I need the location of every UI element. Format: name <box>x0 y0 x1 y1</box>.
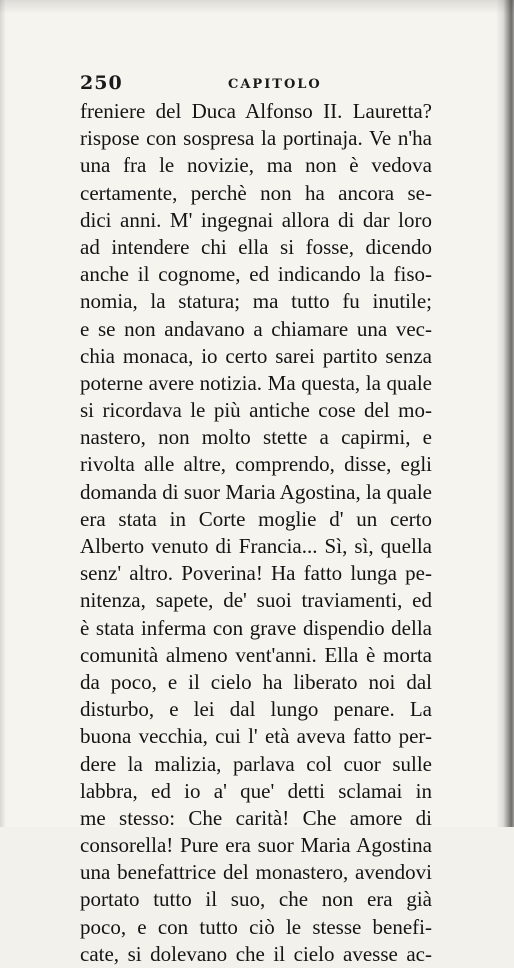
text-line: labbra, ed io a' que' detti sclamai in <box>80 778 432 803</box>
text-line: poterne avere notizia. Ma questa, la quale <box>80 370 432 395</box>
page-left-shadow <box>0 0 6 827</box>
chapter-heading: CAPITOLO <box>228 77 322 92</box>
text-line: era stata in Corte moglie d' un certo <box>80 506 432 531</box>
text-line: poco, e con tutto ciò le stesse benefi- <box>80 914 432 939</box>
text-line: cate, si dolevano che il cielo avesse ac- <box>80 941 432 966</box>
text-line: nomia, la statura; ma tutto fu inutile; <box>80 289 432 314</box>
text-line: una fra le novizie, ma non è vedova <box>80 153 432 178</box>
text-line: rivolta alle altre, comprendo, disse, egli <box>80 452 432 477</box>
page-spine-shadow <box>496 0 514 827</box>
text-line: senz' altro. Poverina! Ha fatto lunga pe- <box>80 561 432 586</box>
text-line: portato tutto il suo, che non era già <box>80 887 432 912</box>
text-line: si ricordava le più antiche cose del mo- <box>80 398 432 423</box>
text-line: comunità almeno vent'anni. Ella è morta <box>80 642 432 667</box>
text-line: dere la malizia, parlava col cuor sulle <box>80 751 432 776</box>
text-line: domanda di suor Maria Agostina, la quale <box>80 479 432 504</box>
text-line: consorella! Pure era suor Maria Agostina <box>80 833 432 858</box>
text-line: buona vecchia, cui l' età aveva fatto per- <box>80 724 432 749</box>
text-line: me stesso: Che carità! Che amore di <box>80 805 432 830</box>
body-text <box>80 98 432 968</box>
page-top-shadow <box>0 0 514 14</box>
text-line: da poco, e il cielo ha liberato noi dal <box>80 669 432 694</box>
text-line: disturbo, e lei dal lungo penare. La <box>80 697 432 722</box>
text-line: una benefattrice del monastero, avendovi <box>80 860 432 885</box>
text-line: freniere del Duca Alfonso II. Lauretta? <box>80 99 432 123</box>
text-line: chia monaca, io certo sarei partito senza <box>80 343 432 368</box>
text-line: è stata inferma con grave dispendio della <box>80 615 432 640</box>
text-line: anche il cognome, ed indicando la fiso- <box>80 262 432 287</box>
text-line: nitenza, sapete, de' suoi traviamenti, ed <box>80 588 432 613</box>
text-line: dici anni. M' ingegnai allora di dar loro <box>80 207 432 232</box>
page-number: 250 <box>80 72 123 94</box>
text-line: certamente, perchè non ha ancora se- <box>80 180 432 205</box>
text-line: nastero, non molto stette a capirmi, e <box>80 425 432 450</box>
text-line: e se non andavano a chiamare una vec- <box>80 316 432 341</box>
text-line: Alberto venuto di Francia... Sì, sì, quella <box>80 534 432 558</box>
text-line: ad intendere chi ella si fosse, dicendo <box>80 234 432 259</box>
running-head <box>80 72 440 96</box>
text-line: rispose con sospresa la portinaja. Ve n'ha <box>80 126 432 151</box>
